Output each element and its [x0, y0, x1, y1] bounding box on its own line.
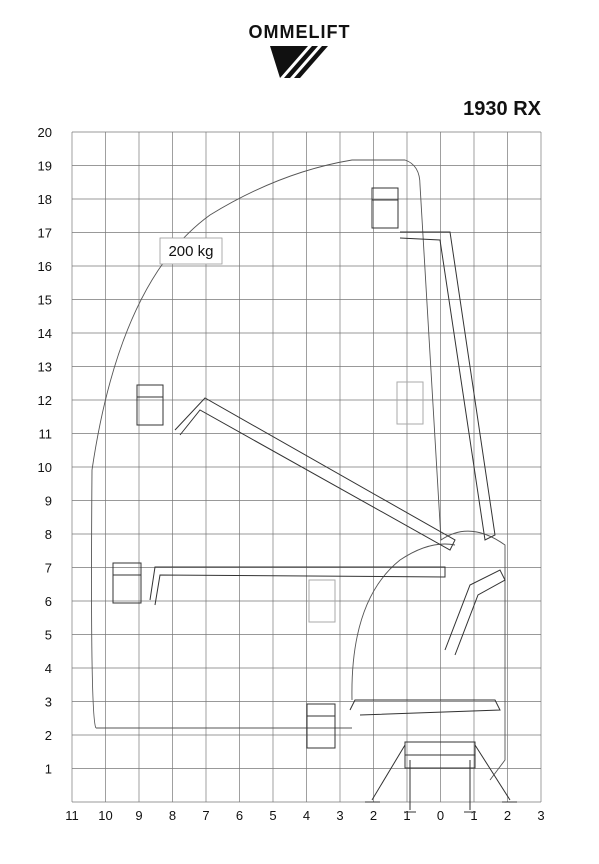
- x-tick-label: 8: [168, 808, 177, 823]
- y-tick-label: 17: [37, 225, 52, 241]
- y-tick-label: 3: [44, 694, 52, 710]
- y-tick-label: 7: [44, 560, 52, 576]
- x-tick-label: 3: [537, 808, 545, 823]
- x-tick-label: 6: [235, 808, 244, 823]
- grid-lines: [72, 132, 541, 802]
- x-tick-label: 4: [302, 808, 311, 823]
- y-tick-label: 14: [37, 326, 52, 341]
- x-tick-label: 11: [65, 808, 79, 823]
- x-tick-label: 1: [470, 808, 478, 823]
- x-tick-label: 7: [202, 808, 210, 823]
- y-tick-label: 12: [37, 393, 52, 408]
- boom-position-low: [307, 570, 505, 748]
- x-tick-label: 1: [403, 808, 411, 823]
- y-tick-label: 18: [37, 192, 52, 207]
- y-tick-label: 16: [37, 259, 52, 274]
- x-axis-tick-labels: [65, 808, 544, 823]
- x-tick-label: 9: [135, 808, 143, 823]
- model-title: 1930 RX: [463, 98, 541, 120]
- y-tick-label: 10: [37, 460, 52, 475]
- y-tick-label: 1: [44, 761, 52, 777]
- machine-base: [365, 742, 517, 812]
- working-envelope: [92, 160, 506, 780]
- brand-name: OMMELIFT: [248, 22, 351, 42]
- x-tick-label: 5: [269, 808, 277, 823]
- boom-position-top: [372, 188, 495, 540]
- capacity-label: 200 kg: [168, 243, 214, 260]
- y-tick-label: 20: [37, 125, 52, 140]
- x-tick-label: 3: [336, 808, 344, 823]
- y-tick-label: 15: [37, 292, 52, 308]
- y-tick-label: 19: [37, 158, 52, 174]
- y-tick-label: 13: [37, 359, 52, 375]
- x-tick-label: 2: [503, 808, 512, 823]
- x-tick-label: 0: [436, 808, 445, 823]
- boom-position-horizontal: [113, 563, 445, 605]
- y-tick-label: 11: [38, 426, 52, 442]
- x-tick-label: 2: [369, 808, 378, 823]
- y-tick-label: 2: [44, 728, 52, 743]
- y-tick-label: 8: [44, 527, 52, 542]
- y-axis-tick-labels: [38, 125, 52, 777]
- y-tick-label: 5: [44, 627, 52, 643]
- y-tick-label: 4: [44, 661, 52, 676]
- x-tick-label: 10: [98, 808, 113, 823]
- y-tick-label: 6: [44, 594, 52, 609]
- boom-position-middle: [309, 382, 423, 622]
- y-tick-label: 9: [44, 493, 52, 509]
